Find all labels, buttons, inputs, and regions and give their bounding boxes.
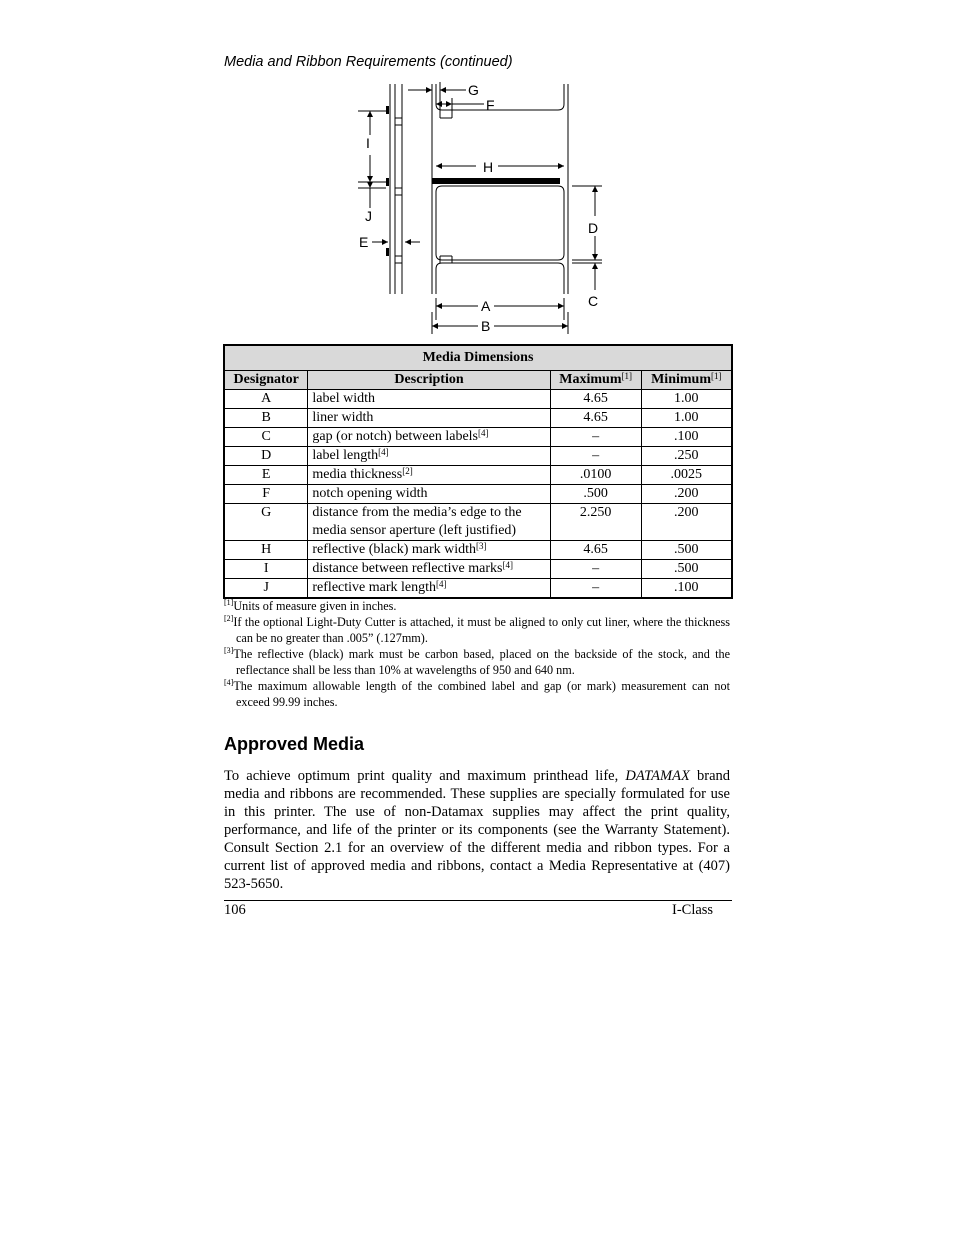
footnote-text: The reflective (black) mark must be carbon based, placed on the backside of the stock, and the reflectance shall be less than 10% at wavelengths of 950 and 640 nm. [233,647,730,677]
description-cell [308,466,550,485]
footnote-marker: [4] [224,678,234,687]
description-cell [308,541,550,560]
designator-cell: I [224,560,308,579]
maximum-cell: – [550,447,641,466]
maximum-cell: – [550,579,641,599]
maximum-cell: 4.65 [550,409,641,428]
footnote-text: The maximum allowable length of the combined label and gap (or mark) measurement can not exceed 99.99 inches. [233,679,730,709]
minimum-cell: .500 [641,541,732,560]
designator-cell: H [224,541,308,560]
description-text: gap (or notch) between labels [312,429,478,444]
approved-media-heading: Approved Media [224,734,365,754]
designator-cell: A [224,390,308,409]
column-header-description: Description [308,371,550,390]
maximum-cell: – [550,560,641,579]
column-header-minimum [641,371,732,390]
maximum-cell: 4.65 [550,541,641,560]
page-number: 106 [224,902,246,918]
table-row [224,579,732,599]
table-footnotes [224,598,730,710]
footnote-ref: [4] [502,560,513,570]
table-row [224,504,732,541]
description-cell [308,504,550,541]
maximum-cell: – [550,428,641,447]
diagram-label-e: E [359,234,369,250]
table-row [224,466,732,485]
document-title: I-Class [672,902,714,918]
footnote-text: Units of measure given in inches. [233,599,397,613]
footnote [224,598,730,614]
column-header-maximum [550,371,641,390]
table-caption-row [224,345,732,371]
media-dimensions-diagram [350,80,610,338]
footnote-ref: [4] [478,428,489,438]
footnote [224,614,730,646]
diagram-label-i: I [366,135,370,151]
description-text: distance from the media’s edge to the media sensor aperture (left justified) [312,505,522,538]
description-cell [308,428,550,447]
maximum-cell: .0100 [550,466,641,485]
column-header-maximum-label: Maximum [559,372,622,387]
description-text: label width [312,391,375,406]
table-row [224,409,732,428]
description-text: notch opening width [312,486,428,501]
minimum-cell: .200 [641,485,732,504]
minimum-cell: .100 [641,579,732,599]
diagram-label-f: F [486,97,495,113]
description-cell [308,409,550,428]
footnote-ref: [2] [402,466,413,476]
brand-name: DATAMAX [625,768,690,784]
diagram-label-b: B [481,318,491,334]
footnote-ref: [4] [436,579,447,589]
description-cell [308,485,550,504]
description-text: liner width [312,410,374,425]
minimum-cell: .100 [641,428,732,447]
maximum-cell: .500 [550,485,641,504]
table-row [224,428,732,447]
table-row [224,485,732,504]
section-header: Media and Ribbon Requirements (continued) [224,54,513,70]
footnote-ref: [4] [378,447,389,457]
paragraph-text: To achieve optimum print quality and maximum printhead life, [224,768,626,784]
minimum-cell: .200 [641,504,732,541]
paragraph-text: brand media and ribbons are recommended. These supplies are specially formulated for use in this printer. The use of non-Datamax supplies may affect the print quality, performance, and life of the printer or its components (see the Warranty Statement). Consult Section 2.1 for an overview of the different media and ribbon types. For a current list of approved media and ribbons, contact a Media Representative at (407) 523-5650. [224,768,730,892]
minimum-cell: .500 [641,560,732,579]
approved-media-paragraph [224,767,730,893]
maximum-cell: 2.250 [550,504,641,541]
designator-cell: B [224,409,308,428]
table-row [224,560,732,579]
table-caption: Media Dimensions [224,345,732,371]
description-cell [308,390,550,409]
diagram-label-h: H [483,159,494,175]
table-row [224,447,732,466]
minimum-cell: 1.00 [641,409,732,428]
footnote-ref: [1] [710,371,722,381]
footnote-text: If the optional Light-Duty Cutter is attached, it must be aligned to only cut liner, where the thickness can be no greater than .005” (.127mm). [233,615,730,645]
diagram-label-c: C [588,293,599,309]
maximum-cell: 4.65 [550,390,641,409]
footnote-ref: [3] [476,541,487,551]
designator-cell: G [224,504,308,541]
designator-cell: E [224,466,308,485]
description-cell [308,579,550,599]
designator-cell: D [224,447,308,466]
minimum-cell: 1.00 [641,390,732,409]
diagram-label-d: D [588,220,599,236]
minimum-cell: .250 [641,447,732,466]
description-text: reflective (black) mark width [312,542,477,557]
diagram-label-a: A [481,298,491,314]
table-row [224,390,732,409]
table-row [224,541,732,560]
media-dimensions-table [223,344,733,599]
description-cell [308,447,550,466]
description-text: media thickness [312,467,403,482]
minimum-cell: .0025 [641,466,732,485]
footnote-marker: [1] [224,598,234,607]
description-cell [308,560,550,579]
description-text: distance between reflective marks [312,561,503,576]
diagram-label-g: G [468,82,479,98]
footnote [224,646,730,678]
description-text: reflective mark length [312,580,436,595]
footnote-ref: [1] [621,371,632,381]
table-header-row [224,371,732,390]
footnote-marker: [3] [224,646,234,655]
designator-cell: C [224,428,308,447]
diagram-label-j: J [365,208,372,224]
footer-divider [224,900,732,901]
designator-cell: J [224,579,308,599]
footnote-marker: [2] [224,614,234,623]
designator-cell: F [224,485,308,504]
description-text: label length [312,448,379,463]
column-header-designator: Designator [224,371,308,390]
column-header-minimum-label: Minimum [651,372,711,387]
footnote [224,678,730,710]
